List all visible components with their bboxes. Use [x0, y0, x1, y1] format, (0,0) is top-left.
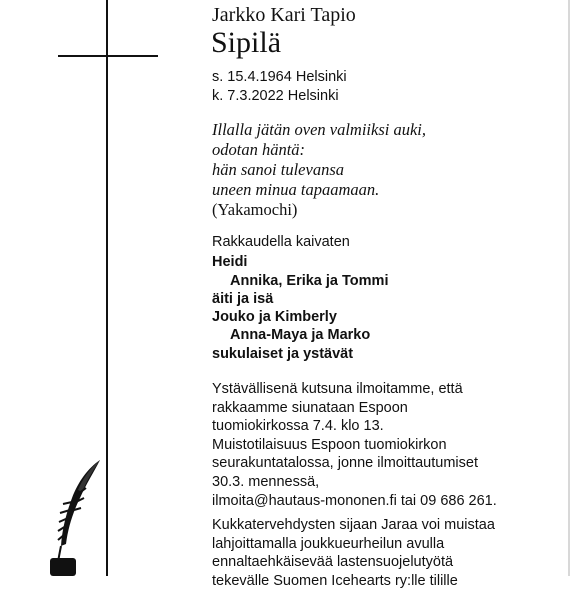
poem-line: Illalla jätän oven valmiiksi auki, — [212, 120, 427, 139]
notice-line: rakkaamme siunataan Espoon — [212, 399, 408, 416]
mourner-name: Annika, Erika ja Tommi — [230, 272, 389, 289]
donation-line: lahjoittamalla joukkueurheilun avulla — [212, 535, 445, 552]
mourner-name: Jouko ja Kimberly — [212, 309, 337, 326]
mourners-intro: Rakkaudella kaivaten — [212, 234, 350, 250]
quill-pen-icon — [48, 458, 106, 576]
donation-line: tekevälle Suomen Icehearts ry:lle tilille — [212, 572, 458, 589]
notice-line: tuomiokirkossa 7.4. klo 13. — [212, 418, 384, 435]
death-date: k. 7.3.2022 Helsinki — [212, 88, 339, 104]
poem-line: hän sanoi tulevansa — [212, 160, 344, 179]
birth-date: s. 15.4.1964 Helsinki — [212, 69, 347, 85]
page-border — [568, 0, 570, 576]
poem-author: (Yakamochi) — [212, 200, 298, 219]
deceased-first-names: Jarkko Kari Tapio — [212, 4, 356, 26]
donation-line: ennaltaehkäisevää lastensuojelutyötä — [212, 554, 454, 571]
cross-icon-crossbar — [58, 55, 158, 57]
cross-icon — [106, 0, 108, 576]
funeral-notice — [212, 380, 497, 591]
notice-line: Muistotilaisuus Espoon tuomiokirkon — [212, 436, 447, 453]
donation-line: Kukkatervehdysten sijaan Jaraa voi muistaa — [212, 517, 495, 534]
deceased-surname: Sipilä — [211, 26, 282, 59]
mourner-name: Anna-Maya ja Marko — [230, 327, 371, 344]
life-dates — [212, 68, 347, 106]
notice-line: seurakuntatalossa, jonne ilmoittautumiset — [212, 455, 478, 472]
poem-line: uneen minua tapaamaan. — [212, 180, 380, 199]
mourner-name: sukulaiset ja ystävät — [212, 345, 354, 362]
mourner-name: äiti ja isä — [212, 290, 274, 307]
mourners-list — [212, 233, 388, 363]
memorial-poem — [212, 120, 426, 220]
poem-line: odotan häntä: — [212, 140, 306, 159]
mourner-name: Heidi — [212, 254, 248, 271]
notice-line: 30.3. mennessä, — [212, 473, 320, 490]
notice-line: Ystävällisenä kutsuna ilmoitamme, että — [212, 381, 463, 397]
notice-contact-line: ilmoita@hautaus-mononen.fi tai 09 686 261. — [212, 492, 497, 509]
